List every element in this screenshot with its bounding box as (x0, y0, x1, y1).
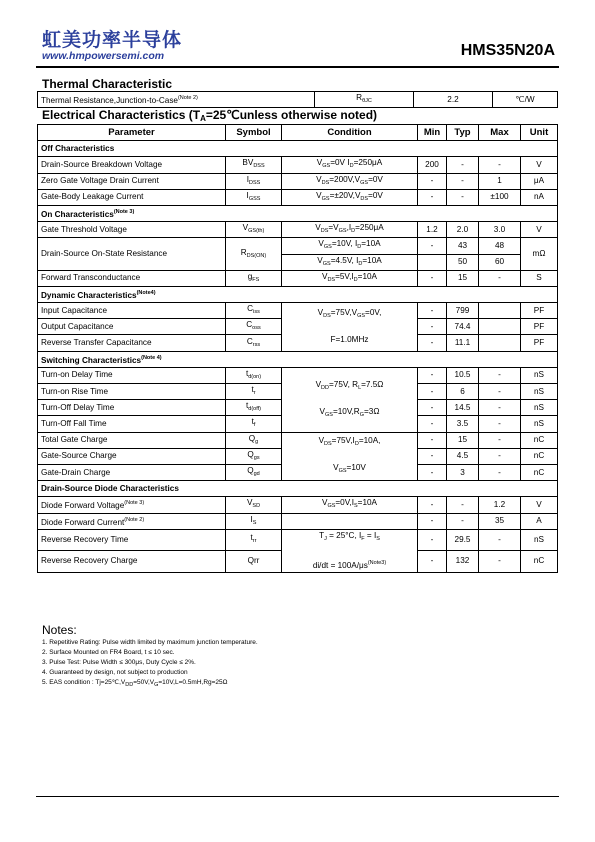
company-website: www.hmpowersemi.com (42, 50, 165, 62)
row-bvdss: Drain-Source Breakdown Voltage $BV_{DSS}$ $V_{GS}=0V$ $I_D=250\mu A$ 200 - - V (38, 157, 558, 173)
col-symbol: Symbol (226, 125, 282, 141)
row-qg: Total Gate Charge $Q_g$ $V_{DS}=75V,I_D=10A$, $V_{GS}=10V$ - 15 - nC (38, 432, 558, 448)
row-qrr: Reverse Recovery Charge Qrr - 132 - nC (38, 551, 558, 573)
row-gfs: Forward Transconductance $g_{FS}$ $V_{DS}=5V,I_D=10A$ - 15 - S (38, 270, 558, 286)
thermal-param: Thermal Resistance,Junction-to-Case$^{(Note 2)}$ (38, 92, 315, 108)
table-header-row (38, 125, 558, 141)
thermal-symbol: $R_{\theta JC}$ (315, 92, 414, 108)
row-vgsth: Gate Threshold Voltage $V_{GS(th)}$ $V_{DS}=V_{GS},I_D=250\mu A$ 1.2 2.0 3.0 V (38, 222, 558, 238)
section-dynamic: Dynamic Characteristics$^{(Note4)}$ (38, 286, 558, 302)
thermal-table (37, 91, 558, 108)
row-trr: Reverse Recovery Time $t_{rr}$ $T_J = 25^\circ C$, $I_F = I_S$ $di/dt = 100A/\mu s^{(Note3)}$ - 29.5 - nS (38, 529, 558, 551)
col-unit: Unit (521, 125, 558, 141)
notes-list (42, 638, 258, 690)
row-idss: Zero Gate Voltage Drain Current $I_{DSS}$ $V_{DS}=200V,V_{GS}=0V$ - - 1 μA (38, 173, 558, 189)
thermal-value: 2.2 (414, 92, 493, 108)
notes-title: Notes: (42, 623, 77, 637)
row-tf: Turn-Off Fall Time $t_f$ - 3.5 - nS (38, 416, 558, 432)
company-logo-chinese: 虹美功率半导体 (42, 29, 183, 51)
electrical-title: Electrical Characteristics ($T_A=25℃unless$ otherwise noted) (42, 108, 378, 123)
row-qgs: Gate-Source Charge $Q_{gs}$ - 4.5 - nC (38, 448, 558, 464)
row-igss: Gate-Body Leakage Current $I_{GSS}$ $V_{GS}=\pm 20V,V_{DS}=0V$ - - ±100 nA (38, 189, 558, 205)
note-item-5: 5. EAS condition : $Tj=25℃,V_{DD}=50V,V_G=10V,L=0.5mH,Rg=25\Omega$ (42, 679, 228, 688)
section-off: Off Characteristics (38, 141, 558, 157)
col-max: Max (479, 125, 521, 141)
thermal-unit: ℃/W (493, 92, 558, 108)
note-item-1: 1. Repetitive Rating: Pulse width limited by maximum junction temperature. (42, 639, 258, 646)
row-tr: Turn-on Rise Time $t_r$ - 6 - nS (38, 384, 558, 400)
row-ciss: Input Capacitance $C_{iss}$ $V_{DS}=75V,V_{GS}=0V$, F=1.0MHz - 799 PF (38, 303, 558, 319)
part-number: HMS35N20A (460, 42, 555, 59)
note-item-2: 2. Surface Mounted on FR4 Board, t ≤ 10 sec. (42, 649, 175, 656)
row-rdson-2: $V_{GS}=4.5V$, $I_D=10A$ 50 60 (38, 254, 558, 270)
thermal-title: Thermal Characteristic (42, 77, 173, 91)
section-diode: Drain-Source Diode Characteristics (38, 481, 558, 497)
row-crss: Reverse Transfer Capacitance $C_{rss}$ - 11.1 PF (38, 335, 558, 351)
col-condition: Condition (282, 125, 418, 141)
note-item-3: 3. Pulse Test: Pulse Width ≤ 300μs, Duty Cycle ≤ 2%. (42, 659, 196, 666)
col-typ: Typ (447, 125, 479, 141)
row-qgd: Gate-Drain Charge $Q_{gd}$ - 3 - nC (38, 464, 558, 480)
footer-divider (36, 796, 559, 797)
row-is: Diode Forward Current$^{(Note 2)}$ $I_S$ - - 35 A (38, 513, 558, 529)
row-tdon: Turn-on Delay Time $t_{d(on)}$ $V_{DD}=75V$, $R_L=7.5\Omega$ $V_{GS}=10V,R_G=3\Omega$ - 10.5 - nS (38, 367, 558, 383)
section-on: On Characteristics$^{(Note 3)}$ (38, 205, 558, 221)
col-min: Min (418, 125, 447, 141)
row-rdson: Drain-Source On-State Resistance $R_{DS(ON)}$ $V_{GS}=10V$, $I_D=10A$ - 43 48 mΩ (38, 238, 558, 254)
note-item-4: 4. Guaranteed by design, not subject to production (42, 669, 188, 676)
col-parameter: Parameter (38, 125, 226, 141)
row-coss: Output Capacitance $C_{oss}$ - 74.4 PF (38, 319, 558, 335)
header-divider (36, 66, 559, 68)
section-switching: Switching Characteristics$^{(Note 4)}$ (38, 351, 558, 367)
row-vsd: Diode Forward Voltage$^{(Note 3)}$ $V_{SD}$ $V_{GS}=0V,I_S=10A$ - - 1.2 V (38, 497, 558, 513)
electrical-table (37, 124, 558, 573)
row-tdoff: Turn-Off Delay Time $t_{d(off)}$ - 14.5 - nS (38, 400, 558, 416)
